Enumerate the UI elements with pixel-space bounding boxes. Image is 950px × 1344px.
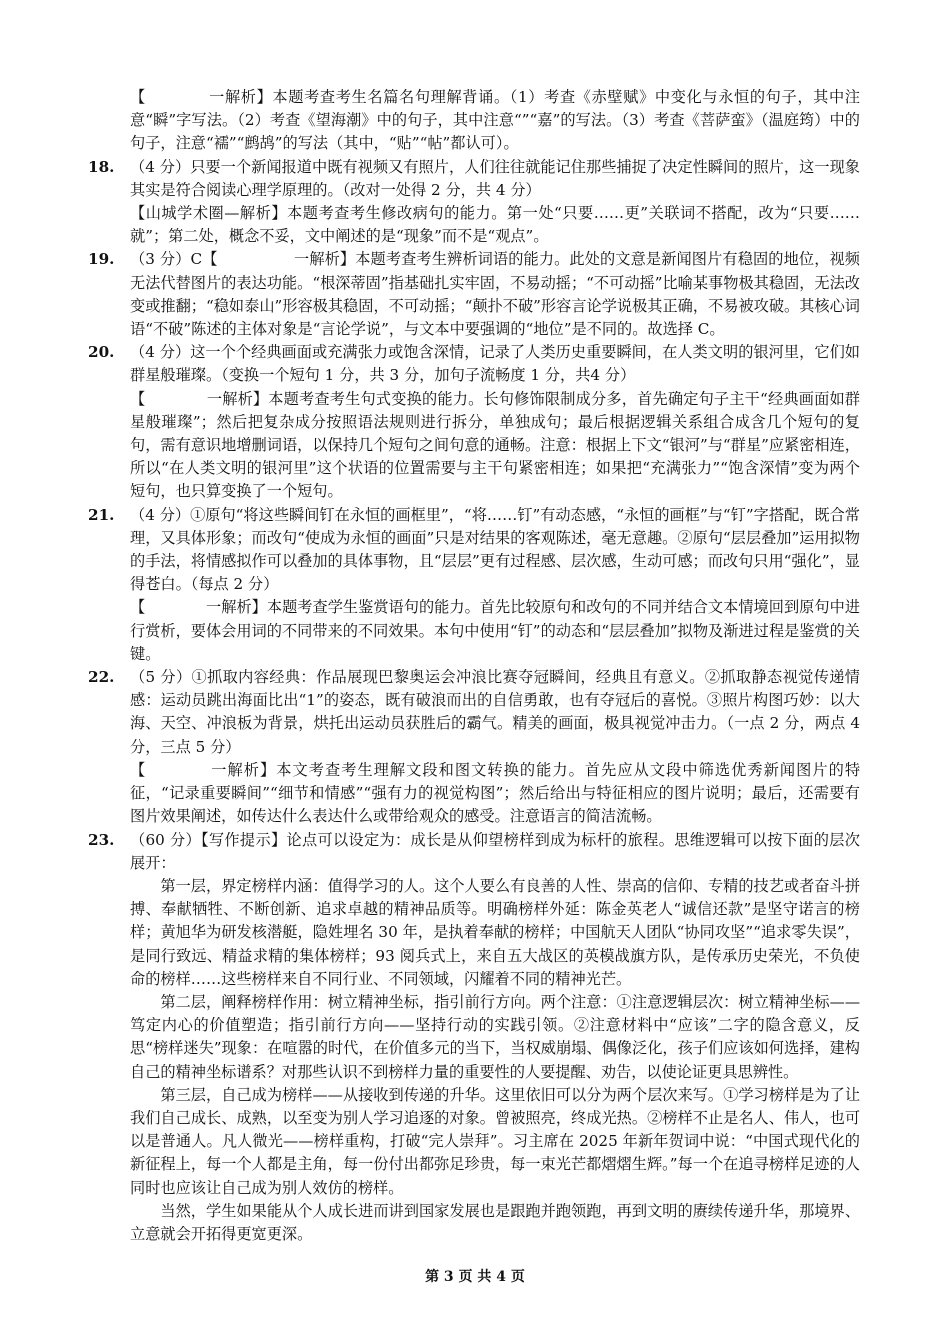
writing-conclusion: 当然，学生如果能从个人成长进而讲到国家发展也是跟跑并跑领跑，再到文明的赓续传递升华，那境界、立意就会开拓得更宽更深。	[130, 1201, 860, 1243]
question-number: 18.	[88, 157, 115, 176]
writing-lead: （60 分）【写作提示】论点可以设定为：成长是从仰望榜样到成为标杆的旅程。思维逻辑可以按下面的层次展开：	[130, 830, 860, 872]
question-number: 23.	[88, 830, 115, 849]
question-number: 19.	[88, 250, 115, 269]
analysis-text: 【山城学术圈—解析】本题考查考生修改病句的能力。第一处“只要……更”关联词不搭配，改为“只要……就”；第二处，概念不妥，文中阐述的是“现象”而不是“观点”。	[130, 204, 860, 246]
analysis-text: 【 一解析】本题考查考生句式变换的能力。长句修饰限制成分多，首先确定句子主干“经典画面如群星般璀璨”；然后把复杂成分按照语法规则进行拆分，单独成句；最后根据逻辑关系组合成含几个短句的复句，需有意识地增删词语，以保持几个短句之间句意的通畅。注意：根据上下文“银河”与“群星”应紧密相连，所以“在人类文明的银河里”这个状语的位置需要与主干句紧密相连；如果把“充满张力”“饱含深情”变为两个短句，也只算变换了一个短句。	[130, 389, 860, 501]
question-number: 21.	[88, 505, 115, 524]
writing-layer-3: 第三层，自己成为榜样——从接收到传递的升华。这里依旧可以分为两个层次来写。①学习榜样是为了让我们自己成长、成熟，以至变为别人学习追逐的对象。曾被照亮，终成光热。②榜样不止是名人、伟人，也可以是普通人。凡人微光——榜样重构，打破“完人崇拜”。习主席在 2025 年新年贺词中说：“中国式现代化的新征程上，每一个人都是主角，每一份付出都弥足珍贵，每一束光芒都熠熠生辉。”每一个在追寻榜样足迹的人同时也应该让自己成为别人效仿的榜样。	[130, 1085, 860, 1197]
question-19	[88, 248, 860, 341]
answer-analysis-text: （3 分）C【 一解析】本题考查考生辨析词语的能力。此处的文意是新闻图片有稳固的地位，视频无法代替图片的表达功能。“根深蒂固”指基础扎实牢固，不易动摇；“不可动摇”比喻某事物极其稳固，无法改变或推翻；“稳如泰山”形容极其稳固，不可动摇；“颠扑不破”形容言论学说极其正确，不易被攻破。其核心词语“不破”陈述的主体对象是“言论学说”，与文本中要强调的“地位”是不同的。故选择 C。	[130, 250, 860, 339]
writing-layer-2: 第二层，阐释榜样作用：树立精神坐标，指引前行方向。两个注意：①注意逻辑层次：树立精神坐标——笃定内心的价值塑造；指引前行方向——坚持行动的实践引领。②注意材料中“应该”二字的隐含意义，反思“榜样迷失”现象：在喧嚣的时代，在价值多元的当下，当权威崩塌、偶像泛化，孩子们应该如何选择，建构自己的精神坐标谱系？对那些认识不到榜样力量的重要性的人要提醒、劝告，以使论证更具思辨性。	[130, 992, 860, 1081]
question-21	[88, 504, 860, 666]
question-18	[88, 156, 860, 249]
page-footer: 第 3 页 共 4 页	[425, 1269, 525, 1285]
question-22	[88, 666, 860, 828]
analysis-text: 【 一解析】本题考查学生鉴赏语句的能力。首先比较原句和改句的不同并结合文本情境回到原句中进行赏析，要体会用词的不同带来的不同效果。本句中使用“钉”的动态和“层层叠加”拟物及渐进过程是鉴赏的关键。	[130, 598, 860, 663]
question-23	[88, 829, 860, 1247]
writing-layer-1: 第一层，界定榜样内涵：值得学习的人。这个人要么有良善的人性、崇高的信仰、专精的技艺或者奋斗拼搏、奉献牺牲、不断创新、追求卓越的精神品质等。明确榜样外延：陈金英老人“诚信还款”是坚守诺言的榜样；黄旭华为研发核潜艇，隐姓埋名 30 年，是执着奉献的榜样；中国航天人团队“协同攻坚”“追求零失误”，是同行致远、精益求精的集体榜样；93 阅兵式上，来自五大战区的英模战旗方队，是传承历史荣光，不负使命的榜样……这些榜样来自不同行业、不同领域，闪耀着不同的精神光芒。	[130, 876, 860, 988]
answer-text: （5 分）①抓取内容经典：作品展现巴黎奥运会冲浪比赛夺冠瞬间，经典且有意义。②抓取静态视觉传递情感：运动员跳出海面比出“1”的姿态，既有破浪而出的自信勇敢，也有夺冠后的喜悦。③照片构图巧妙：以大海、天空、冲浪板为背景，烘托出运动员获胜后的霸气。精美的画面，极具视觉冲击力。（一点 2 分，两点 4 分，三点 5 分）	[130, 668, 860, 756]
analysis-text: 【 一解析】本文考查考生理解文段和图文转换的能力。首先应从文段中筛选优秀新闻图片的特征，“记录重要瞬间”“细节和情感”“强有力的视觉构图”；然后给出与特征相应的图片说明；最后，还需要有图片效果阐述，如传达什么表达什么或带给观众的感受。注意语言的简洁流畅。	[130, 760, 860, 826]
answer-text: （4 分）只要一个新闻报道中既有视频又有照片，人们往往就能记住那些捕捉了决定性瞬间的照片，这一现象其实是符合阅读心理学原理的。（改对一处得 2 分，共 4 分）	[130, 157, 860, 199]
question-number: 20.	[88, 343, 115, 362]
content	[88, 86, 860, 1246]
answer-text: （4 分）①原句“将这些瞬间钉在永恒的画框里”，“将……钉”有动态感，“永恒的画框”与“钉”字搭配，既合常理，又具体形象；而改句“使成为永恒的画面”只是对结果的客观陈述，毫无意趣。②原句“层层叠加”运用拟物的手法，将情感拟作可以叠加的具体事物，且“层层”更有过程感、层次感，生动可感；而改句只用“强化”，显得苍白。（每点 2 分）	[130, 505, 860, 594]
q17-analysis: 【 一解析】本题考查考生名篇名句理解背诵。（1）考查《赤壁赋》中变化与永恒的句子，其中注意“瞬”字写法。（2）考查《望海潮》中的句子，其中注意“”“嘉”的写法。（3）考查《菩萨蛮》（温庭筠）中的句子，注意“襦”“鹧鸪”的写法（其中，“贴”“帖”都认可）。	[130, 88, 860, 153]
answer-text: （4 分）这一个个经典画面或充满张力或饱含深情，记录了人类历史重要瞬间，在人类文明的银河里，它们如群星般璀璨。（变换一个短句 1 分，共 3 分，加句子流畅度 1 分，共4 分）	[130, 343, 860, 385]
question-number: 22.	[88, 668, 115, 687]
question-20	[88, 341, 860, 503]
